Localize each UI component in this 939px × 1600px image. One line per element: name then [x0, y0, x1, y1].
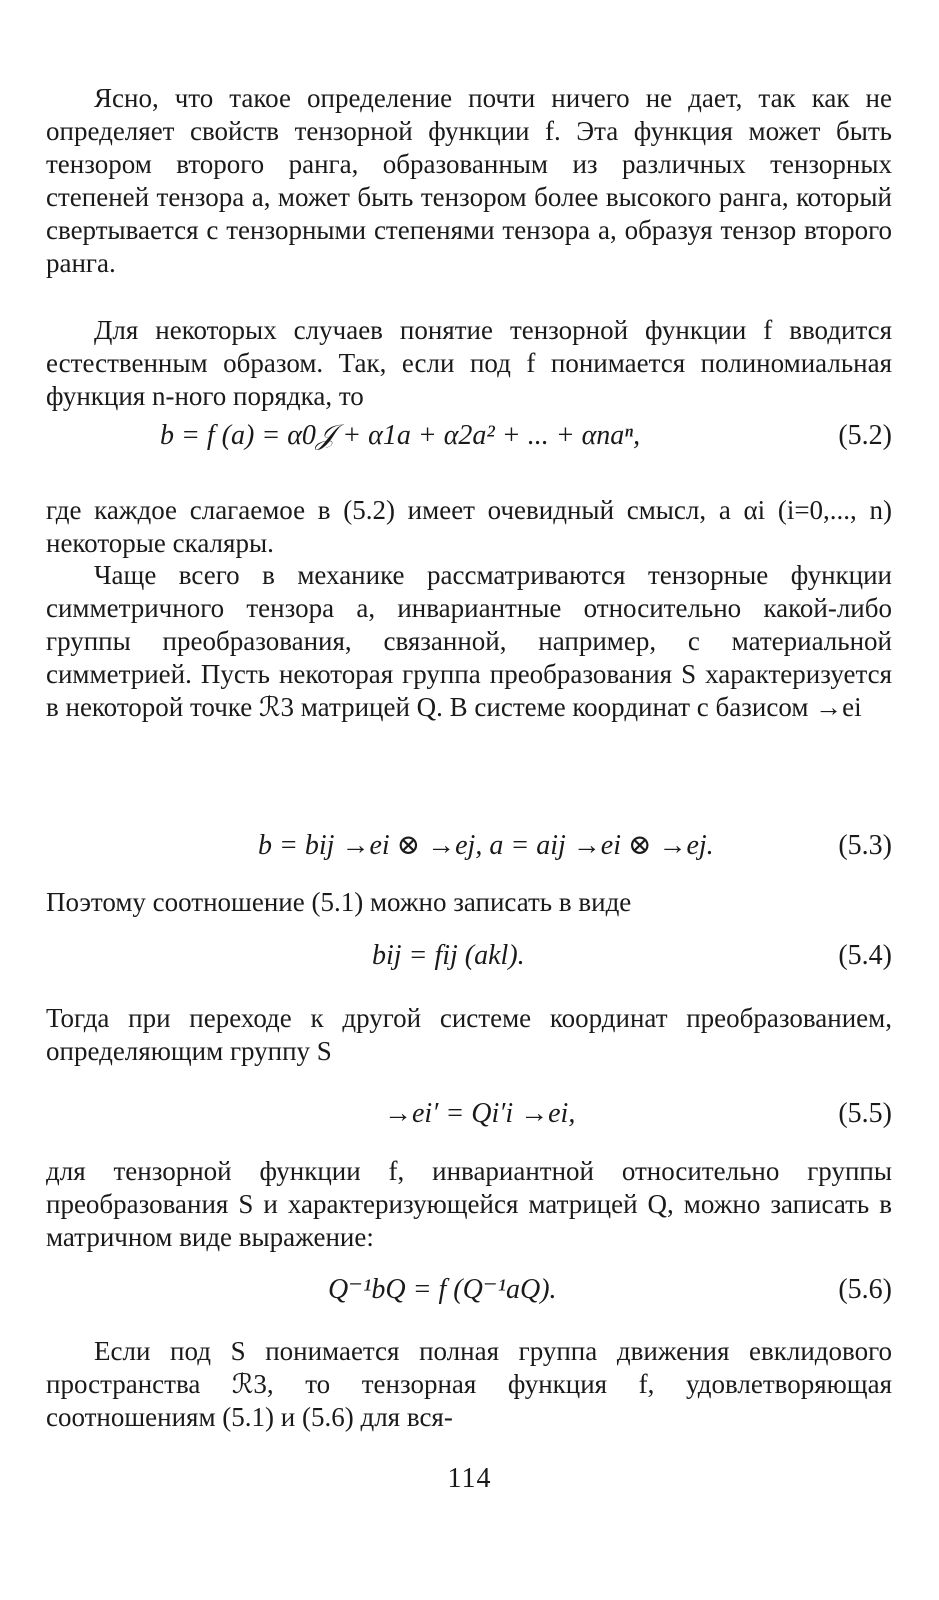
paragraph-polynomial-function: Для некоторых случаев понятие тензорной функции f вводится естественным образом. Так, если под f понимается полиномиальная функция n-ного порядка, то	[46, 315, 892, 411]
paragraph-definition-remark: Ясно, что такое определение почти ничего не дает, так как не определяет свойств тензорной функции f. Эта функция может быть тензором второго ранга, образованным из различных тензорных степеней тензора a, может быть тензором более высокого ранга, который свертывается с тензорными степенями тензора a, образуя тензор второго ранга.	[46, 83, 892, 278]
equation-5-3-formula: b = bij →ei ⊗ →ej, a = aij →ei ⊗ →ej.	[258, 830, 714, 861]
equation-5-2-number: (5.2)	[838, 420, 892, 451]
equation-5-4-formula: bij = fij (akl).	[372, 940, 525, 971]
equation-5-2	[46, 416, 892, 456]
equation-5-6-formula: Q⁻¹bQ = f (Q⁻¹aQ).	[328, 1274, 557, 1305]
equation-5-4	[46, 936, 892, 976]
paragraph-scalars: где каждое слагаемое в (5.2) имеет очевидный смысл, а αi (i=0,..., n) некоторые скаляры.	[46, 495, 892, 558]
page-number: 114	[447, 1463, 492, 1494]
paragraph-relation-5-1: Поэтому соотношение (5.1) можно записать в виде	[46, 887, 632, 917]
equation-5-5-formula: →ei′ = Qi′i →ei,	[384, 1098, 576, 1129]
equation-5-6-number: (5.6)	[838, 1274, 892, 1305]
equation-5-3	[46, 826, 892, 866]
paragraph-coordinate-transform: Тогда при переходе к другой системе координат преобразованием, определяющим группу S	[46, 1003, 892, 1066]
paragraph-matrix-expression: для тензорной функции f, инвариантной относительно группы преобразования S и характеризующейся матрицей Q, можно записать в матричном виде выражение:	[46, 1156, 892, 1252]
paragraph-invariant-functions: Чаще всего в механике рассматриваются тензорные функции симметричного тензора a, инвариантные относительно какой-либо группы преобразования, связанной, например, с материальной симметрией. Пусть некоторая группа преобразования S характеризуется в некоторой точке ℛ3 матрицей Q. В системе координат с базисом →ei	[46, 560, 892, 722]
equation-5-2-formula: b = f (a) = α0𝒥 + α1a + α2a² + ... + αnaⁿ,	[160, 420, 641, 451]
equation-5-5	[46, 1094, 892, 1134]
equation-5-3-number: (5.3)	[838, 830, 892, 861]
paragraph-euclidean-group: Если под S понимается полная группа движения евклидового пространства ℛ3, то тензорная функция f, удовлетворяющая соотношениям (5.1) и (5.6) для вся-	[46, 1336, 892, 1432]
equation-5-6	[46, 1270, 892, 1310]
equation-5-5-number: (5.5)	[838, 1098, 892, 1129]
equation-5-4-number: (5.4)	[838, 940, 892, 971]
